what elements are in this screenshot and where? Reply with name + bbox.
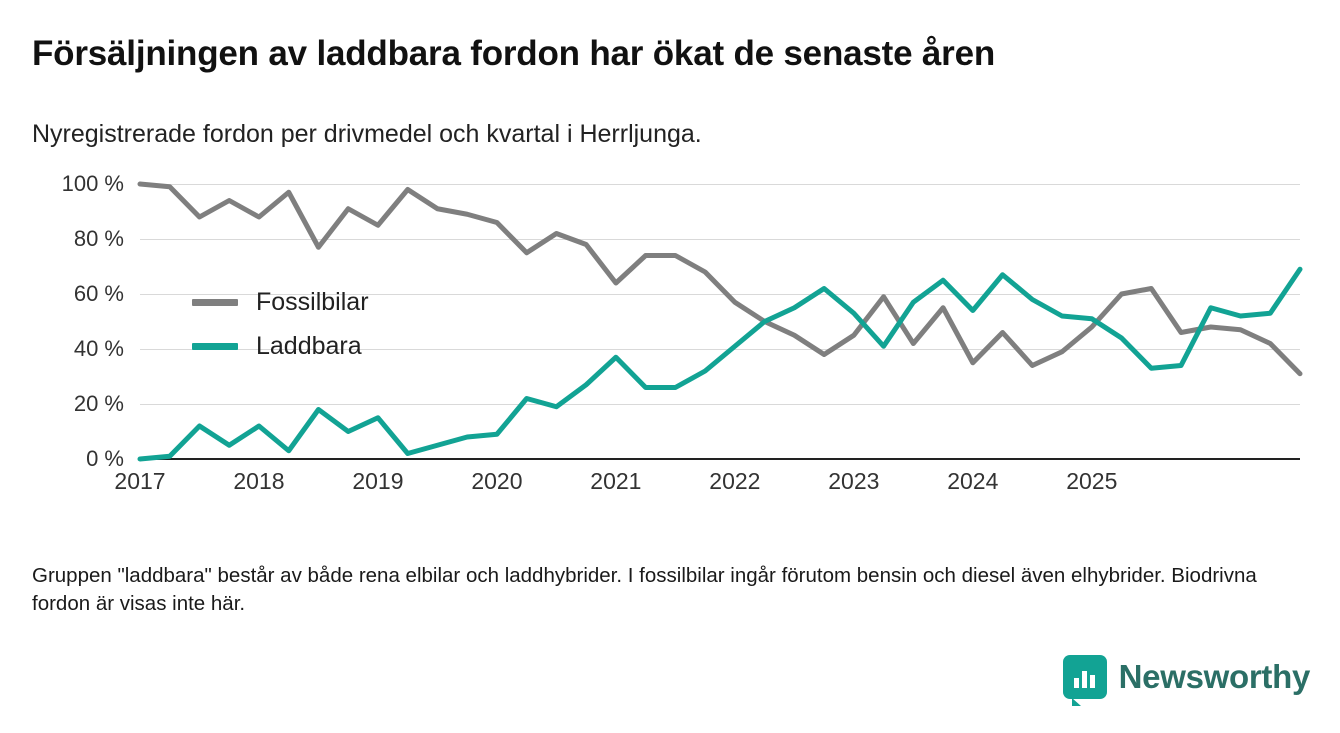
logo-bars	[1074, 666, 1096, 688]
chart-footnote: Gruppen "laddbara" består av både rena elbilar och laddhybrider. I fossilbilar ingår förutom bensin och diesel även elhybrider. Biodrivna fordon är visas inte här.	[32, 564, 1257, 616]
y-axis-tick-label: 20 %	[73, 391, 124, 416]
legend-item-fossilbilar	[192, 280, 452, 324]
x-axis-tick-label: 2017	[114, 468, 166, 494]
legend-swatch-laddbara	[192, 343, 238, 350]
y-axis-tick-label: 40 %	[73, 336, 124, 361]
brand-name: Newsworthy	[1118, 658, 1310, 695]
y-axis-tick-label: 80 %	[73, 226, 124, 251]
x-axis-tick-label: 2019	[352, 468, 404, 494]
y-axis-tick-label: 0 %	[86, 446, 124, 471]
legend-swatch-fossilbilar	[192, 299, 238, 306]
chart-container	[32, 172, 1308, 512]
x-axis-tick-label: 2024	[947, 468, 999, 494]
y-axis-tick-label: 100 %	[61, 171, 124, 196]
page-title: Försäljningen av laddbara fordon har ökat de senaste åren	[32, 34, 996, 73]
brand-logo	[1063, 655, 1310, 699]
legend-item-laddbara	[192, 324, 452, 368]
legend-label-laddbara: Laddbara	[256, 331, 362, 360]
x-axis-tick-label: 2020	[471, 468, 523, 494]
bar-chart-speech-bubble-icon	[1063, 655, 1107, 699]
x-axis-tick-label: 2025	[1066, 468, 1118, 494]
x-axis-tick-label: 2018	[233, 468, 285, 494]
chart-legend	[192, 280, 452, 368]
legend-label-fossilbilar: Fossilbilar	[256, 287, 369, 316]
x-axis-tick-label: 2021	[590, 468, 642, 494]
page-subtitle: Nyregistrerade fordon per drivmedel och kvartal i Herrljunga.	[32, 120, 702, 148]
y-axis-tick-label: 60 %	[73, 281, 124, 306]
x-axis-tick-label: 2022	[709, 468, 761, 494]
x-axis-tick-label: 2023	[828, 468, 880, 494]
